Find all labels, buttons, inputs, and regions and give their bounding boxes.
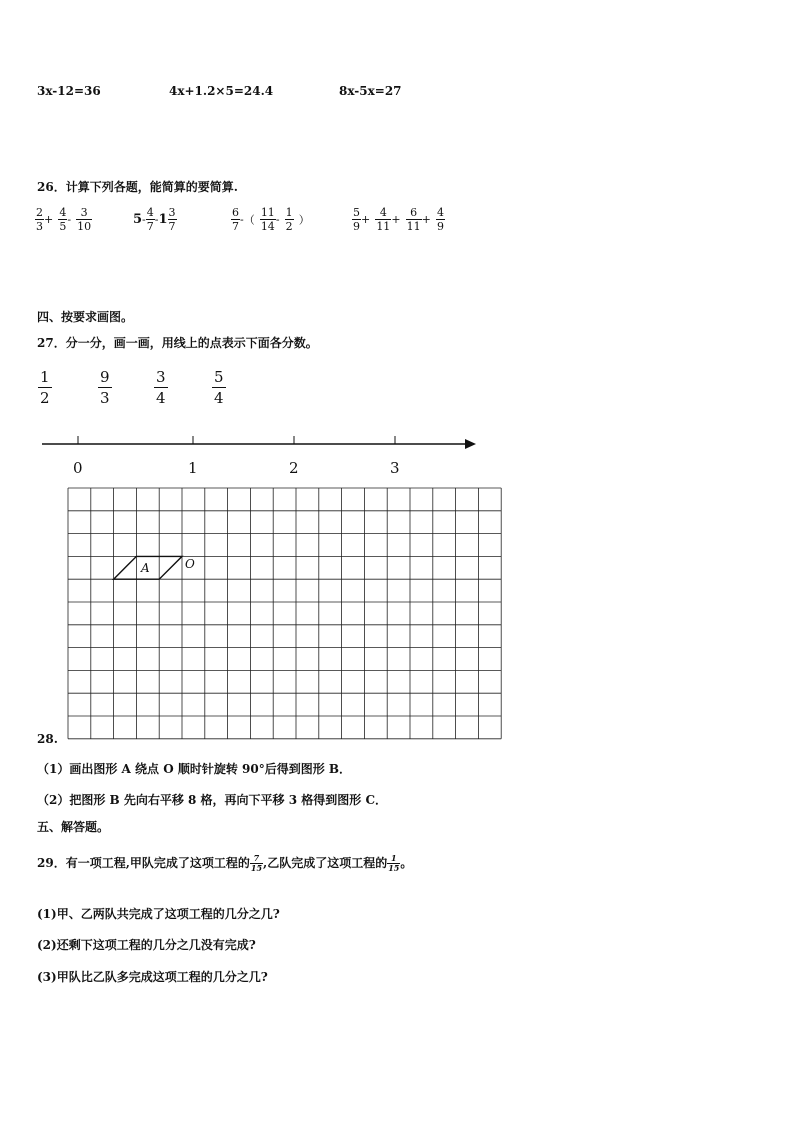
q27-fraction-4: $\frac{5}{4}$: [214, 368, 224, 407]
fraction: $\frac{6}{11}$: [406, 206, 421, 233]
q27-title: 27．分一分，画一画，用线上的点表示下面各分数。: [37, 336, 318, 350]
q28-number: 28.: [37, 732, 58, 746]
fraction: $\frac{2}{3}$: [36, 206, 43, 233]
q27-fraction-3: $\frac{3}{4}$: [156, 368, 166, 407]
q28-part-2: （2）把图形 B 先向右平移 8 格，再向下平移 3 格得到图形 C．: [37, 793, 387, 807]
q29-sub-2: (2)还剩下这项工程的几分之几没有完成?: [37, 938, 256, 952]
fraction: $\frac{6}{7}$: [232, 206, 239, 233]
tick-label: 3: [390, 459, 400, 477]
q29-question: 29．有一项工程,甲队完成了这项工程的 $\frac{7}{15}$ ,乙队完成了这项工程的 $\frac{1}{15}$ 。: [37, 853, 413, 873]
q26-expr-1: $\frac{2}{3}$ + $\frac{4}{5}$ - $\frac{3}{10}$: [36, 206, 92, 233]
tick-label: 2: [289, 459, 299, 477]
section-5-heading: 五、解答题。: [37, 820, 110, 834]
q26-title: 26．计算下列各题，能简算的要简算.: [37, 180, 238, 194]
fraction: $\frac{4}{11}$: [376, 206, 391, 233]
q28-part-1: （1）画出图形 A 绕点 O 顺时针旋转 90°后得到图形 B．: [37, 762, 352, 776]
tick-label: 1: [188, 459, 198, 477]
fraction: $\frac{1}{15}$: [388, 853, 400, 873]
fraction: $\frac{4}{9}$: [436, 206, 444, 233]
q29-sub-1: (1)甲、乙两队共完成了这项工程的几分之几?: [37, 907, 280, 921]
fraction: $\frac{3}{10}$: [77, 206, 92, 233]
equation-1: 3x-12=36: [37, 84, 101, 98]
shape-label-a: A: [141, 561, 150, 575]
fraction: $\frac{3}{7}$: [168, 206, 176, 233]
fraction: $\frac{5}{9}$: [353, 206, 360, 233]
q29-sub-3: (3)甲队比乙队多完成这项工程的几分之几?: [37, 970, 268, 984]
fraction: $\frac{1}{2}$: [285, 206, 293, 233]
q27-fraction-1: $\frac{1}{2}$: [40, 368, 50, 407]
equation-2: 4x+1.2×5=24.4: [169, 84, 274, 98]
section-4-heading: 四、按要求画图。: [37, 310, 134, 324]
fraction: $\frac{4}{7}$: [146, 206, 154, 233]
fraction: $\frac{11}{14}$: [260, 206, 275, 233]
q26-expr-4: $\frac{5}{9}$ + $\frac{4}{11}$ + $\frac{6}{11}$ + $\frac{4}{9}$: [353, 206, 444, 233]
tick-label: 0: [73, 459, 83, 477]
fraction: $\frac{7}{15}$: [250, 853, 263, 873]
q27-fraction-2: $\frac{9}{3}$: [100, 368, 110, 407]
fraction: $\frac{4}{5}$: [59, 206, 67, 233]
point-label-o: O: [185, 557, 195, 571]
q26-expr-3: $\frac{6}{7}$ -（ $\frac{11}{14}$ - $\frac{1}{2}$ ）: [232, 206, 310, 233]
equation-3: 8x-5x=27: [339, 84, 402, 98]
q26-expr-2: 5- $\frac{4}{7}$ -1 $\frac{3}{7}$: [133, 206, 176, 233]
